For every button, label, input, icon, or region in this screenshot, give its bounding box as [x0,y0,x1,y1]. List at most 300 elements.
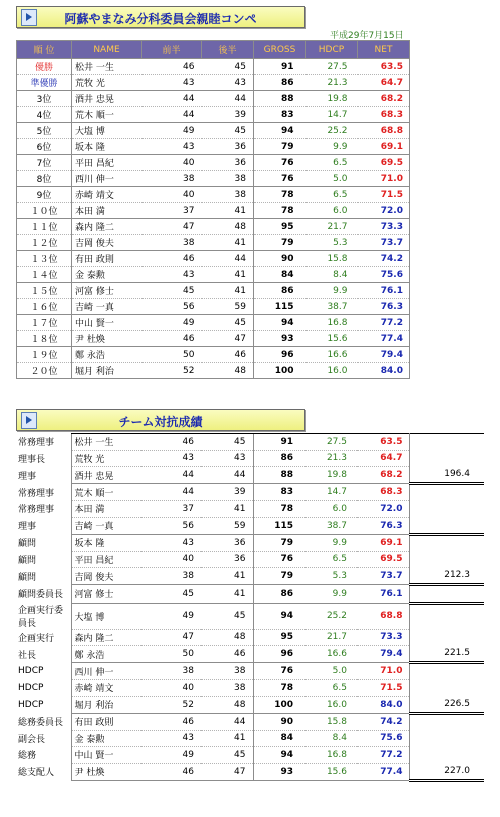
net-cell: 84.0 [358,363,410,379]
event-date: 平成29年7月15日 [330,31,404,41]
team-member-row [16,747,484,764]
team-member-row [16,646,484,663]
hdcp-cell: 21.7 [306,219,358,235]
out-score-cell: 40 [141,551,201,568]
gross-cell: 95 [254,219,306,235]
name-cell: 吉崎 一真 [72,299,142,315]
out-score-cell: 56 [141,517,201,534]
name-cell: 坂本 隆 [71,534,141,551]
gross-cell: 84 [253,730,305,747]
result-row [17,59,410,75]
hdcp-cell: 16.8 [306,315,358,331]
in-score-cell: 39 [201,484,253,501]
gross-cell: 95 [253,629,305,646]
team-member-row [16,501,484,518]
net-cell: 73.3 [357,629,409,646]
hdcp-cell: 25.2 [306,123,358,139]
gross-cell: 96 [254,347,306,363]
in-score-cell: 45 [201,603,253,629]
rank-cell: １１位 [17,219,72,235]
hdcp-cell: 6.5 [306,155,358,171]
header-out: 前半 [142,41,202,59]
team-total-cell [409,663,484,680]
in-score-cell: 41 [201,585,253,604]
team-total-cell [409,450,484,467]
result-row [17,251,410,267]
in-score-cell: 48 [202,363,254,379]
role-cell: 顧問委員長 [18,590,64,601]
gross-cell: 115 [254,299,306,315]
out-score-cell: 44 [142,91,202,107]
team-total-cell [409,713,484,730]
name-cell: 金 泰勲 [71,730,141,747]
rank-cell: 5位 [17,123,72,139]
header-in: 後半 [202,41,254,59]
name-cell: 河富 修士 [72,283,142,299]
name-cell: 本田 満 [72,203,142,219]
out-score-cell: 43 [142,139,202,155]
name-cell: 赤崎 靖文 [72,187,142,203]
in-score-cell: 45 [202,315,254,331]
gross-cell: 88 [253,467,305,484]
name-cell: 酒井 忠晃 [71,467,141,484]
net-cell: 64.7 [358,75,410,91]
hdcp-cell: 6.5 [305,680,357,697]
in-score-cell: 38 [201,680,253,697]
role-cell: 総支配人 [18,768,55,778]
rank-cell: １２位 [17,235,72,251]
results-body [17,59,410,379]
page-title: 阿蘇やまなみ分科委員会親睦コンペ [64,12,257,26]
out-score-cell: 50 [142,347,202,363]
gross-cell: 76 [253,551,305,568]
hdcp-cell: 6.5 [305,551,357,568]
name-cell: 大塩 博 [72,123,142,139]
net-cell: 76.3 [358,299,410,315]
result-row [17,235,410,251]
net-cell: 75.6 [358,267,410,283]
team-total-cell [409,585,484,604]
gross-cell: 79 [253,534,305,551]
gross-cell: 76 [254,155,306,171]
gross-cell: 90 [254,251,306,267]
out-score-cell: 49 [141,747,201,764]
role-cell: 理事 [18,471,37,482]
hdcp-cell: 25.2 [305,603,357,629]
hdcp-cell: 16.6 [305,646,357,663]
name-cell: 松井 一生 [72,59,142,75]
result-row [17,91,410,107]
role-cell: 顧問 [18,539,37,549]
net-cell: 76.1 [357,585,409,604]
net-cell: 79.4 [357,646,409,663]
net-cell: 71.0 [358,171,410,187]
rank-cell: 3位 [17,91,72,107]
in-score-cell: 43 [201,450,253,467]
name-cell: 有田 政則 [71,713,141,730]
hdcp-cell: 8.4 [306,267,358,283]
name-cell: 荒牧 光 [72,75,142,91]
team-member-row [16,450,484,467]
in-score-cell: 46 [202,347,254,363]
net-cell: 76.1 [358,283,410,299]
out-score-cell: 46 [141,763,201,780]
role-cell: 常務理事 [18,505,55,516]
net-cell: 79.4 [358,347,410,363]
name-cell: 平田 昌紀 [71,551,141,568]
hdcp-cell: 16.8 [305,747,357,764]
result-row [17,139,410,155]
net-cell: 69.5 [357,551,409,568]
team-member-row [16,663,484,680]
out-score-cell: 40 [142,155,202,171]
in-score-cell: 43 [202,75,254,91]
out-score-cell: 43 [141,450,201,467]
gross-cell: 93 [254,331,306,347]
out-score-cell: 38 [141,568,201,585]
role-cell: 企画実行 [18,633,55,644]
team-member-row [16,551,484,568]
in-score-cell: 41 [201,568,253,585]
name-cell: 堀月 利治 [72,363,142,379]
out-score-cell: 43 [141,534,201,551]
out-score-cell: 46 [142,331,202,347]
gross-cell: 90 [253,713,305,730]
in-score-cell: 41 [201,730,253,747]
name-cell: 森内 隆二 [71,629,141,646]
gross-cell: 100 [253,696,305,713]
team-member-row [16,696,484,713]
results-header-row [17,41,410,59]
hdcp-cell: 19.8 [305,467,357,484]
team-total-cell [409,484,484,501]
out-score-cell: 43 [142,75,202,91]
header-rank: 順 位 [17,41,72,59]
team-total-cell [409,629,484,646]
rank-cell: １４位 [17,267,72,283]
rank-cell: 準優勝 [17,75,72,91]
in-score-cell: 45 [201,434,253,451]
team-member-row [16,517,484,534]
result-row [17,267,410,283]
hdcp-cell: 14.7 [305,484,357,501]
result-row [17,331,410,347]
gross-cell: 78 [254,203,306,219]
gross-cell: 115 [253,517,305,534]
out-score-cell: 37 [142,203,202,219]
result-row [17,155,410,171]
role-cell: 副会長 [18,734,46,745]
in-score-cell: 45 [202,123,254,139]
gross-cell: 91 [253,434,305,451]
result-row [17,219,410,235]
in-score-cell: 48 [202,219,254,235]
hdcp-cell: 16.0 [306,363,358,379]
name-cell: 坂本 隆 [72,139,142,155]
out-score-cell: 49 [141,603,201,629]
team-member-row [16,629,484,646]
result-row [17,347,410,363]
role-cell: HDCP [18,666,44,676]
gross-cell: 93 [253,763,305,780]
hdcp-cell: 5.3 [305,568,357,585]
out-score-cell: 45 [142,283,202,299]
gross-cell: 79 [254,235,306,251]
hdcp-cell: 38.7 [306,299,358,315]
rank-cell: １５位 [17,283,72,299]
result-row [17,363,410,379]
hdcp-cell: 27.5 [305,434,357,451]
team-total-cell: 221.5 [409,646,484,663]
result-row [17,187,410,203]
gross-cell: 76 [253,663,305,680]
hdcp-cell: 9.9 [305,585,357,604]
hdcp-cell: 27.5 [306,59,358,75]
gross-cell: 94 [253,603,305,629]
hdcp-cell: 15.8 [306,251,358,267]
name-cell: 吉崎 一真 [71,517,141,534]
team-member-row [16,434,484,451]
rank-cell: 6位 [17,139,72,155]
out-score-cell: 44 [141,467,201,484]
rank-cell: 優勝 [17,59,72,75]
team-member-row [16,467,484,484]
net-cell: 68.8 [357,603,409,629]
name-cell: 松井 一生 [71,434,141,451]
net-cell: 72.0 [357,501,409,518]
role-cell: 理事 [18,522,37,532]
name-cell: 吉岡 俊夫 [71,568,141,585]
hdcp-cell: 6.5 [306,187,358,203]
in-score-cell: 38 [202,187,254,203]
net-cell: 73.7 [358,235,410,251]
name-cell: 金 泰勲 [72,267,142,283]
in-score-cell: 41 [201,501,253,518]
team-total-cell: 226.5 [409,696,484,713]
out-score-cell: 43 [142,267,202,283]
net-cell: 64.7 [357,450,409,467]
role-cell: 企画実行委員長 [18,606,64,629]
in-score-cell: 46 [201,646,253,663]
team-total-cell [409,680,484,697]
in-score-cell: 41 [202,267,254,283]
team-member-row [16,534,484,551]
team-member-row [16,713,484,730]
rank-cell: １８位 [17,331,72,347]
name-cell: 酒井 忠晃 [72,91,142,107]
out-score-cell: 40 [141,680,201,697]
out-score-cell: 47 [141,629,201,646]
result-row [17,203,410,219]
gross-cell: 86 [254,75,306,91]
in-score-cell: 36 [202,155,254,171]
gross-cell: 78 [254,187,306,203]
name-cell: 鄭 永浩 [72,347,142,363]
rank-cell: １６位 [17,299,72,315]
net-cell: 73.3 [358,219,410,235]
in-score-cell: 41 [202,283,254,299]
in-score-cell: 41 [202,203,254,219]
in-score-cell: 48 [201,629,253,646]
net-cell: 63.5 [358,59,410,75]
rank-cell: 9位 [17,187,72,203]
net-cell: 72.0 [358,203,410,219]
team-member-row [16,484,484,501]
team-body [16,434,484,781]
result-row [17,299,410,315]
in-score-cell: 45 [201,747,253,764]
team-total-cell: 212.3 [409,568,484,585]
name-cell: 堀月 利治 [71,696,141,713]
team-member-row [16,603,484,629]
role-cell: 顧問 [18,572,37,583]
rank-cell: １３位 [17,251,72,267]
team-total-cell [409,730,484,747]
name-cell: 荒木 順一 [72,107,142,123]
team-table [16,433,484,782]
gross-cell: 86 [254,283,306,299]
net-cell: 68.3 [357,484,409,501]
results-table [16,40,410,379]
hdcp-cell: 21.3 [306,75,358,91]
name-cell: 荒木 順一 [71,484,141,501]
net-cell: 73.7 [357,568,409,585]
net-cell: 74.2 [358,251,410,267]
team-total-cell [409,501,484,518]
out-score-cell: 38 [142,171,202,187]
out-score-cell: 46 [141,713,201,730]
name-cell: 平田 昌紀 [72,155,142,171]
name-cell: 西川 伸一 [71,663,141,680]
net-cell: 77.2 [358,315,410,331]
in-score-cell: 59 [201,517,253,534]
hdcp-cell: 16.0 [305,696,357,713]
role-cell: 常務理事 [18,488,55,499]
gross-cell: 94 [253,747,305,764]
in-score-cell: 45 [202,59,254,75]
header-hdcp: HDCP [306,41,358,59]
hdcp-cell: 14.7 [306,107,358,123]
net-cell: 77.4 [358,331,410,347]
gross-cell: 83 [253,484,305,501]
out-score-cell: 44 [142,107,202,123]
out-score-cell: 50 [141,646,201,663]
net-cell: 69.1 [358,139,410,155]
net-cell: 76.3 [357,517,409,534]
name-cell: 本田 満 [71,501,141,518]
net-cell: 69.1 [357,534,409,551]
rank-cell: 7位 [17,155,72,171]
hdcp-cell: 6.0 [306,203,358,219]
rank-cell: １９位 [17,347,72,363]
gross-cell: 94 [254,315,306,331]
team-total-cell: 227.0 [409,763,484,780]
in-score-cell: 44 [202,91,254,107]
gross-cell: 100 [254,363,306,379]
net-cell: 69.5 [358,155,410,171]
net-cell: 68.2 [357,467,409,484]
out-score-cell: 52 [142,363,202,379]
hdcp-cell: 38.7 [305,517,357,534]
hdcp-cell: 15.6 [305,763,357,780]
team-member-row [16,763,484,780]
hdcp-cell: 9.9 [305,534,357,551]
in-score-cell: 47 [202,331,254,347]
rank-cell: 8位 [17,171,72,187]
name-cell: 中山 賢一 [72,315,142,331]
rank-cell: 4位 [17,107,72,123]
hdcp-cell: 16.6 [306,347,358,363]
role-cell: 総務 [18,751,37,762]
out-score-cell: 45 [141,585,201,604]
result-row [17,315,410,331]
team-member-row [16,730,484,747]
team-section-title: チーム対抗成績 [118,415,203,429]
result-row [17,283,410,299]
name-cell: 尹 杜煥 [72,331,142,347]
net-cell: 75.6 [357,730,409,747]
name-cell: 河富 修士 [71,585,141,604]
out-score-cell: 44 [141,484,201,501]
gross-cell: 79 [253,568,305,585]
role-cell: HDCP [18,682,44,693]
net-cell: 77.4 [357,763,409,780]
result-row [17,107,410,123]
rank-cell: ２０位 [17,363,72,379]
net-cell: 63.5 [357,434,409,451]
in-score-cell: 36 [202,139,254,155]
out-score-cell: 46 [141,434,201,451]
out-score-cell: 46 [142,251,202,267]
net-cell: 68.8 [358,123,410,139]
gross-cell: 94 [254,123,306,139]
gross-cell: 96 [253,646,305,663]
hdcp-cell: 8.4 [305,730,357,747]
name-cell: 赤崎 靖文 [71,680,141,697]
out-score-cell: 37 [141,501,201,518]
out-score-cell: 38 [141,663,201,680]
gross-cell: 84 [254,267,306,283]
net-cell: 77.2 [357,747,409,764]
name-cell: 森内 隆二 [72,219,142,235]
hdcp-cell: 5.3 [306,235,358,251]
name-cell: 中山 賢一 [71,747,141,764]
out-score-cell: 52 [141,696,201,713]
name-cell: 鄭 永浩 [71,646,141,663]
in-score-cell: 41 [202,235,254,251]
result-row [17,123,410,139]
gross-cell: 78 [253,680,305,697]
hdcp-cell: 19.8 [306,91,358,107]
gross-cell: 79 [254,139,306,155]
team-total-cell [409,551,484,568]
hdcp-cell: 9.9 [306,283,358,299]
role-cell: 顧問 [18,555,37,566]
net-cell: 71.5 [358,187,410,203]
in-score-cell: 36 [201,551,253,568]
in-score-cell: 44 [201,467,253,484]
hdcp-cell: 5.0 [305,663,357,680]
out-score-cell: 49 [142,123,202,139]
gross-cell: 88 [254,91,306,107]
out-score-cell: 38 [142,235,202,251]
team-total-cell [409,534,484,551]
team-member-row [16,568,484,585]
net-cell: 68.3 [358,107,410,123]
in-score-cell: 44 [201,713,253,730]
team-total-cell [409,517,484,534]
hdcp-cell: 21.3 [305,450,357,467]
